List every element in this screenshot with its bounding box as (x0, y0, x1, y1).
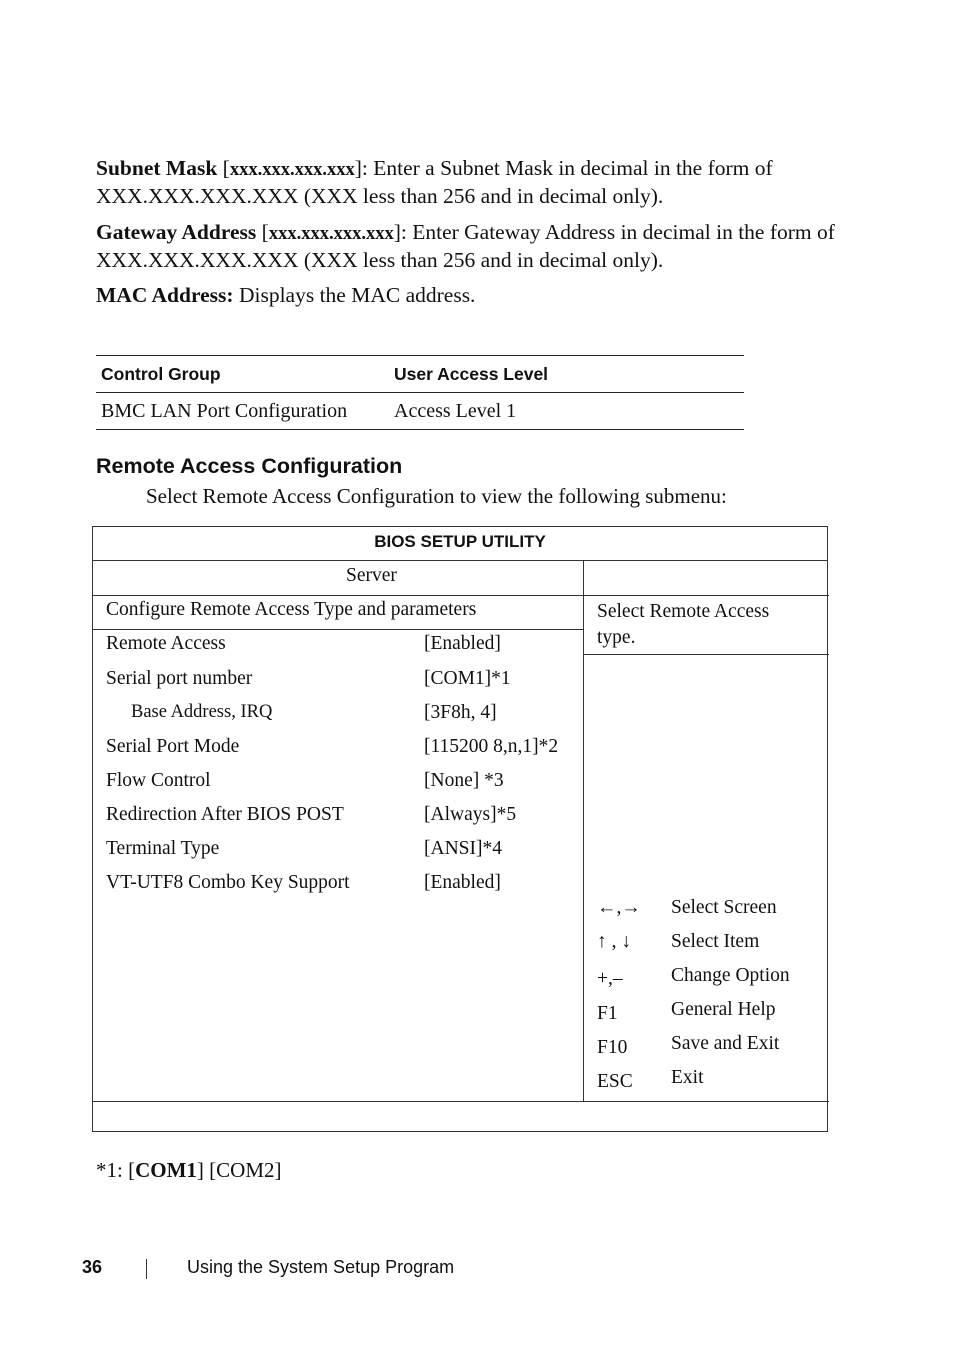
gateway-address-format: xxx.xxx.xxx.xxx (268, 224, 394, 244)
gateway-address-description: Gateway Address [xxx.xxx.xxx.xxx]: Enter Gateway Address in decimal in the form of XXX.XXX.XXX.XXX (XXX less than 256 and in decimal only). (96, 220, 835, 272)
bios-title: BIOS SETUP UTILITY (93, 527, 827, 561)
tab-divider (93, 595, 829, 596)
section-intro: Select Remote Access Configuration to view the following submenu: (146, 484, 727, 508)
key-f1: F1 (597, 1003, 618, 1024)
setting-value-base-address-irq: [3F8h, 4] (424, 702, 497, 723)
mac-address-text: Displays the MAC address. (233, 283, 476, 307)
footnote-suffix: ] [COM2] (196, 1158, 282, 1182)
key-action-change-option: Change Option (671, 965, 790, 986)
help-text: Select Remote Access type. (597, 601, 770, 648)
footer-title: Using the System Setup Program (187, 1257, 455, 1277)
setting-label-base-address-irq: Base Address, IRQ (131, 702, 273, 722)
setting-value-flow-control[interactable]: [None] *3 (424, 770, 504, 791)
setting-value-vt-utf8-combo-key[interactable]: [Enabled] (424, 872, 501, 893)
access-table-header (96, 356, 744, 393)
setting-value-remote-access[interactable]: [Enabled] (424, 633, 501, 654)
table-row (96, 393, 744, 430)
key-arrows-vertical: ↑ , ↓ (597, 931, 632, 952)
access-level-table (96, 355, 744, 430)
subnet-mask-text: : Enter a Subnet Mask in decimal in the form of XXX.XXX.XXX.XXX (XXX less than 256 and in decimal only). (96, 156, 773, 208)
footnote-default: COM1 (135, 1158, 197, 1182)
help-divider (583, 654, 829, 655)
setting-label-remote-access: Remote Access (106, 633, 226, 654)
panel-divider (583, 561, 584, 1101)
cell-control-group: BMC LAN Port Configuration (96, 393, 389, 430)
setting-label-serial-port-number: Serial port number (106, 668, 253, 689)
setting-label-flow-control: Flow Control (106, 770, 211, 791)
key-action-exit: Exit (671, 1067, 704, 1088)
setting-value-redirection-after-post[interactable]: [Always]*5 (424, 804, 517, 825)
key-f10: F10 (597, 1037, 628, 1058)
key-esc: ESC (597, 1071, 633, 1092)
footer-divider (146, 1259, 147, 1279)
subtitle-divider (93, 629, 583, 630)
cell-user-access-level: Access Level 1 (389, 393, 744, 430)
setting-value-serial-port-mode[interactable]: [115200 8,n,1]*2 (424, 736, 559, 757)
section-heading: Remote Access Configuration (96, 454, 403, 478)
tab-server[interactable]: Server (346, 565, 397, 586)
key-action-select-item: Select Item (671, 931, 760, 952)
setting-label-vt-utf8-combo-key: VT-UTF8 Combo Key Support (106, 872, 350, 893)
key-action-general-help: General Help (671, 999, 776, 1020)
subnet-mask-label: Subnet Mask (96, 156, 218, 180)
bottom-bar-divider (93, 1101, 829, 1102)
setting-label-terminal-type: Terminal Type (106, 838, 220, 859)
footnote (96, 1158, 281, 1183)
footnote-prefix: *1: [ (96, 1158, 136, 1182)
bios-setup-screen (92, 526, 828, 1132)
subnet-mask-format: xxx.xxx.xxx.xxx (229, 160, 355, 180)
subnet-mask-description: Subnet Mask [xxx.xxx.xxx.xxx]: Enter a Subnet Mask in decimal in the form of XXX.XXX.XXX.XXX (XXX less than 256 and in decimal only). (96, 156, 773, 208)
page-number: 36 (82, 1257, 103, 1277)
gateway-address-label: Gateway Address (96, 220, 257, 244)
key-action-select-screen: Select Screen (671, 897, 777, 918)
mac-address-label: MAC Address: (96, 283, 234, 307)
setting-label-serial-port-mode: Serial Port Mode (106, 736, 240, 757)
key-arrows-horizontal: ←,→ (597, 897, 641, 918)
gateway-address-text: : Enter Gateway Address in decimal in the form of XXX.XXX.XXX.XXX (XXX less than 256 and in decimal only). (96, 220, 835, 272)
mac-address-description (96, 282, 836, 308)
header-control-group: Control Group (96, 356, 389, 393)
setting-value-serial-port-number[interactable]: [COM1]*1 (424, 668, 511, 689)
key-plus-minus: +,– (597, 968, 623, 989)
setting-value-terminal-type[interactable]: [ANSI]*4 (424, 838, 502, 859)
bios-subtitle: Configure Remote Access Type and parameters (106, 599, 477, 620)
header-user-access-level: User Access Level (389, 356, 744, 393)
setting-label-redirection-after-post: Redirection After BIOS POST (106, 804, 344, 825)
key-action-save-and-exit: Save and Exit (671, 1033, 780, 1054)
